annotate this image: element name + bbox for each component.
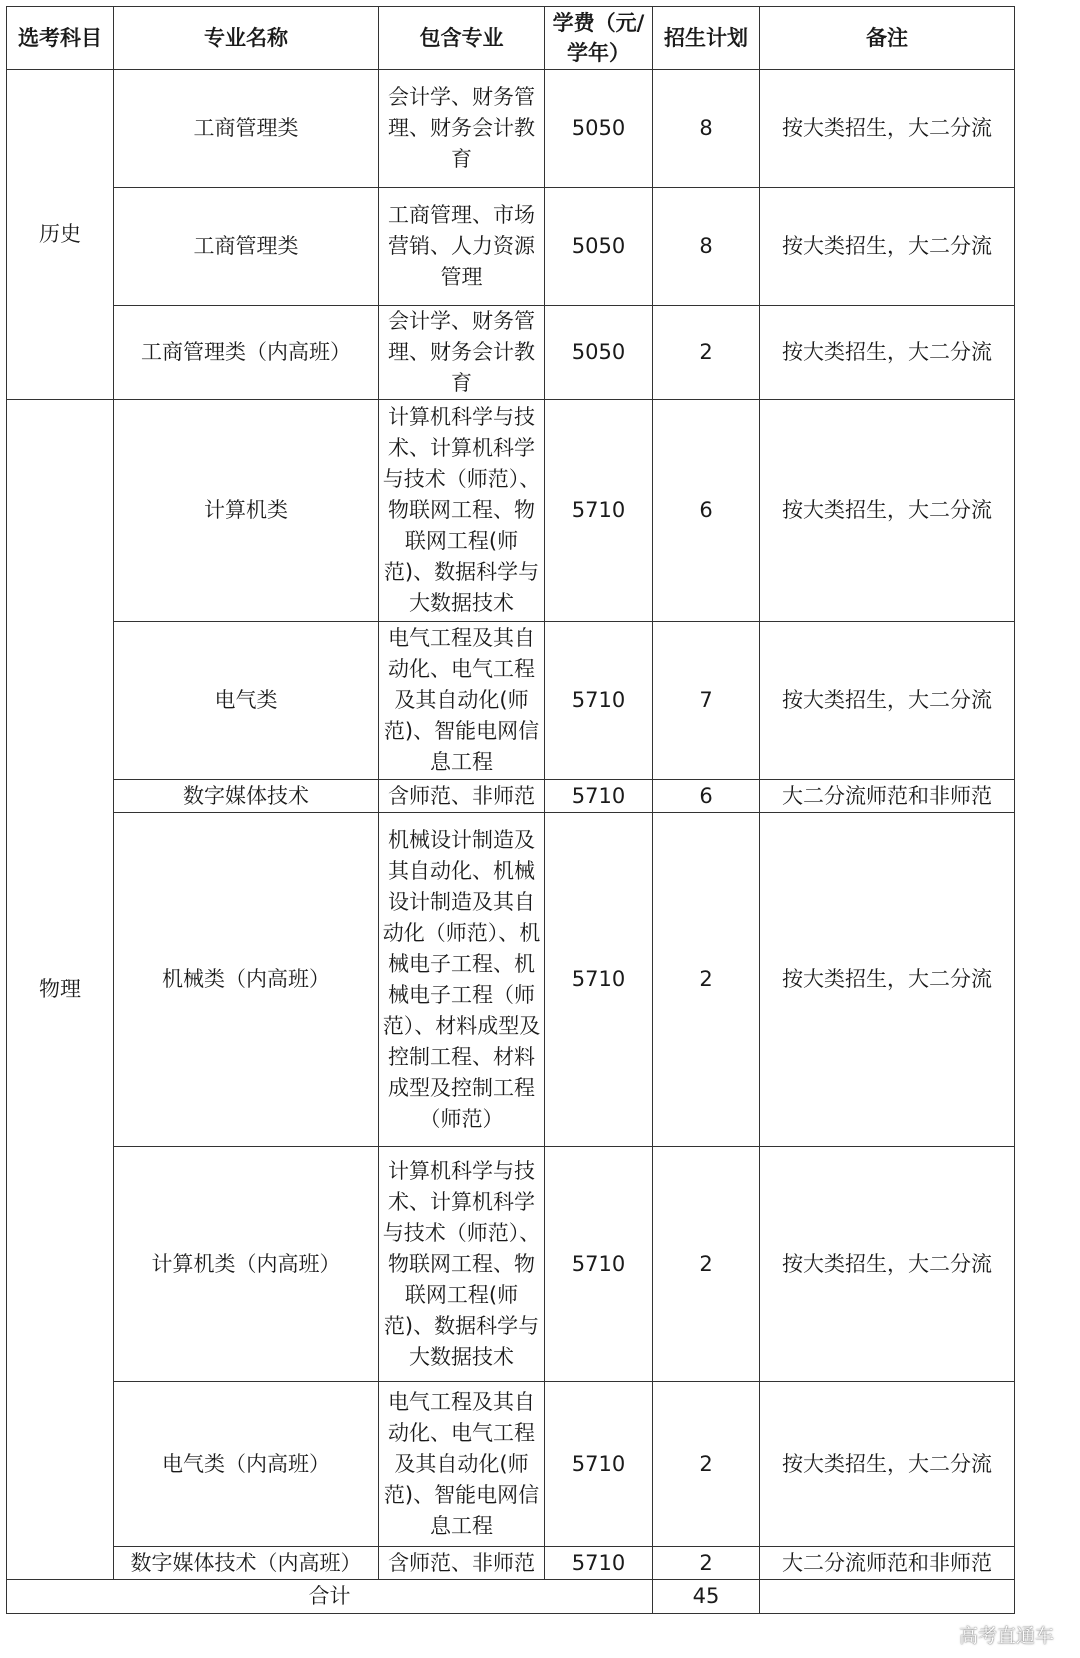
subject-cell-physics: 物理 [7, 400, 114, 1580]
header-plan: 招生计划 [653, 7, 760, 70]
note-cell: 大二分流师范和非师范 [760, 1547, 1015, 1580]
total-value: 45 [653, 1580, 760, 1614]
major-name-cell: 工商管理类 [114, 70, 379, 188]
major-name-cell: 数字媒体技术 [114, 780, 379, 813]
included-majors-cell: 机械设计制造及其自动化、机械设计制造及其自动化（师范）、机械电子工程、机械电子工程（师范）、材料成型及控制工程、材料成型及控制工程（师范） [379, 813, 545, 1147]
included-majors-cell: 会计学、财务管理、财务会计教育 [379, 70, 545, 188]
tuition-cell: 5710 [545, 1147, 653, 1382]
note-cell: 按大类招生，大二分流 [760, 1382, 1015, 1547]
included-majors-cell: 含师范、非师范 [379, 780, 545, 813]
header-note: 备注 [760, 7, 1015, 70]
plan-cell: 7 [653, 622, 760, 780]
tuition-cell: 5710 [545, 1547, 653, 1580]
included-majors-cell: 电气工程及其自动化、电气工程及其自动化(师范)、智能电网信息工程 [379, 622, 545, 780]
note-cell: 按大类招生，大二分流 [760, 1147, 1015, 1382]
major-name-cell: 数字媒体技术（内高班） [114, 1547, 379, 1580]
tuition-cell: 5710 [545, 813, 653, 1147]
tuition-cell: 5050 [545, 70, 653, 188]
included-majors-cell: 会计学、财务管理、财务会计教育 [379, 306, 545, 400]
note-cell: 按大类招生，大二分流 [760, 70, 1015, 188]
included-majors-cell: 电气工程及其自动化、电气工程及其自动化(师范)、智能电网信息工程 [379, 1382, 545, 1547]
header-major-name: 专业名称 [114, 7, 379, 70]
table-row [7, 813, 1015, 1147]
plan-cell: 8 [653, 70, 760, 188]
included-majors-cell: 含师范、非师范 [379, 1547, 545, 1580]
total-row [7, 1580, 1015, 1614]
enrollment-plan-table [6, 6, 1015, 1614]
tuition-cell: 5710 [545, 622, 653, 780]
major-name-cell: 工商管理类 [114, 188, 379, 306]
plan-cell: 6 [653, 780, 760, 813]
table-row [7, 1382, 1015, 1547]
header-included-majors: 包含专业 [379, 7, 545, 70]
plan-cell: 2 [653, 1382, 760, 1547]
total-label: 合计 [7, 1580, 653, 1614]
included-majors-cell: 工商管理、市场营销、人力资源管理 [379, 188, 545, 306]
plan-cell: 2 [653, 306, 760, 400]
major-name-cell: 计算机类（内高班） [114, 1147, 379, 1382]
subject-cell-history: 历史 [7, 70, 114, 400]
plan-cell: 2 [653, 1547, 760, 1580]
note-cell: 按大类招生，大二分流 [760, 622, 1015, 780]
included-majors-cell: 计算机科学与技术、计算机科学与技术（师范）、物联网工程、物联网工程(师范)、数据科学与大数据技术 [379, 1147, 545, 1382]
major-name-cell: 机械类（内高班） [114, 813, 379, 1147]
major-name-cell: 计算机类 [114, 400, 379, 622]
table-row [7, 306, 1015, 400]
header-tuition: 学费（元/学年） [545, 7, 653, 70]
watermark: 高考直通车 [958, 1625, 1054, 1647]
tuition-cell: 5710 [545, 780, 653, 813]
major-name-cell: 电气类 [114, 622, 379, 780]
total-note-empty [760, 1580, 1015, 1614]
note-cell: 按大类招生，大二分流 [760, 400, 1015, 622]
note-cell: 按大类招生，大二分流 [760, 306, 1015, 400]
note-cell: 大二分流师范和非师范 [760, 780, 1015, 813]
note-cell: 按大类招生，大二分流 [760, 813, 1015, 1147]
table-row [7, 188, 1015, 306]
table-row [7, 780, 1015, 813]
note-cell: 按大类招生，大二分流 [760, 188, 1015, 306]
included-majors-cell: 计算机科学与技术、计算机科学与技术（师范）、物联网工程、物联网工程(师范)、数据科学与大数据技术 [379, 400, 545, 622]
plan-cell: 6 [653, 400, 760, 622]
table-row [7, 70, 1015, 188]
major-name-cell: 电气类（内高班） [114, 1382, 379, 1547]
tuition-cell: 5710 [545, 400, 653, 622]
major-name-cell: 工商管理类（内高班） [114, 306, 379, 400]
table-row [7, 400, 1015, 622]
header-subject: 选考科目 [7, 7, 114, 70]
table-row [7, 1147, 1015, 1382]
plan-cell: 8 [653, 188, 760, 306]
table-row [7, 1547, 1015, 1580]
tuition-cell: 5050 [545, 306, 653, 400]
tuition-cell: 5710 [545, 1382, 653, 1547]
header-row [7, 7, 1015, 70]
table-row [7, 622, 1015, 780]
plan-cell: 2 [653, 1147, 760, 1382]
tuition-cell: 5050 [545, 188, 653, 306]
plan-cell: 2 [653, 813, 760, 1147]
